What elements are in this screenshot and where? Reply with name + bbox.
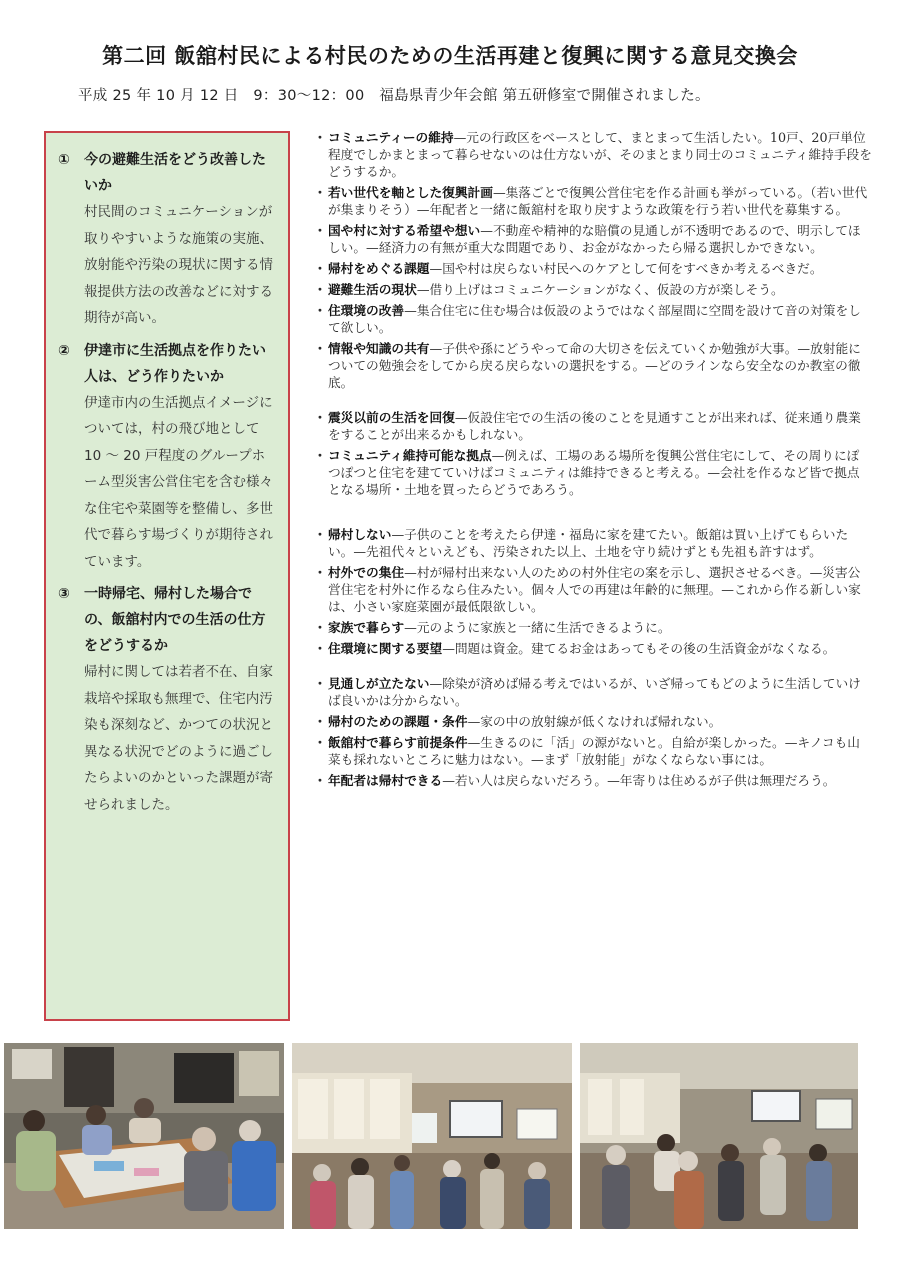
list-item: ・ 情報や知識の共有—子供や孫にどうやって命の大切さを伝えていくか勉強が大事。—放射能についての勉強会をしてから戻る戻らないの選択をする。—どのラインなら安全なのか教室の徹底。 [313,341,861,390]
section-body: 伊達市内の生活拠点イメージについては，村の飛び地として 10 ～ 20 戸程度のグループホーム型災害公営住宅を含む様々な住宅や菜園等を整備し、多世代で暮らす場づくりが期待されています。 [84,394,273,570]
list-item: ・ 村外での集住—村が帰村出来ない人のための村外住宅の案を示し、選択させるべき。—災害公営住宅を村外に作るなら住みたい。個々人での再建は年齢的に無理。—これから作る新しい家は、小さい家庭菜園が最低限欲しい。 [313,565,861,614]
list-item: ・ 飯舘村で暮らす前提条件—生きるのに「活」の源がないと。自給が楽しかった。—キノコも山菜も採れないところに魅力はない。—まず「放射能」がなくならない事には。 [313,735,860,767]
workshop-photo-table [4,1043,284,1229]
section-number: ② [58,342,70,359]
event-subtitle: 平成 25 年 10 月 12 日 9：30～12：00 福島県青少年会館 第五研修室で開催されました。 [78,88,710,104]
list-item: ・ 避難生活の現状—借り上げはコミュニケーションがなく、仮設の方が楽しそう。 [313,282,784,297]
section-body: 帰村に関しては若者不在、自家栽培や採取も無理で、住宅内汚染も深刻など、かつての状況と異なる状況でどのように過ごしたらよいのかといった課題が寄せられました。 [84,664,273,813]
list-item: ・ 帰村しない—子供のことを考えたら伊達・福島に家を建てたい。飯舘は買い上げてもらいたい。—先祖代々といえども、汚染された以上、土地を守り続けずとも先祖も許すはず。 [313,527,849,559]
workshop-photo-discussion [580,1043,858,1229]
list-item: ・ コミュニティ維持可能な拠点—例えば、工場のある場所を復興公営住宅にして、その周りにぽつぽつと住宅を建てていけばコミュニティは維持できると考える。—会社を作るなど皆で拠点となる場所・土地を買ったらどうであろう。 [313,448,860,497]
list-item: ・ 年配者は帰村できる—若い人は戻らないだろう。—年寄りは住めるが子供は無理だろう。 [313,773,836,788]
summary-box [44,131,290,1021]
list-item: ・ 住環境に関する要望—問題は資金。建てるお金はあってもその後の生活資金がなくなる。 [313,641,836,656]
summary-section-2 [58,338,278,576]
list-item: ・ 帰村のための課題・条件—家の中の放射線が低くなければ帰れない。 [313,714,722,729]
section-body: 村民間のコミュニケーションが取りやすいような施策の実施、放射能や汚染の現状に関する情報提供方法の改善などに対する期待が高い。 [84,204,273,326]
page-title: 第二回 飯舘村民による村民のための生活再建と復興に関する意見交換会 [102,44,798,68]
section-title: 今の避難生活をどう改善したいか [84,152,266,194]
list-item: ・ 家族で暮らす—元のように家族と一緒に生活できるように。 [313,620,671,635]
summary-section-3 [58,581,278,818]
opinions-list [312,129,872,793]
section-title: 伊達市に生活拠点を作りたい人は、どう作りたいか [84,342,266,385]
list-item: ・ 住環境の改善—集合住宅に住む場合は仮設のようではなく部屋間に空間を設けて音の対策をして欲しい。 [313,303,861,335]
list-item: ・ 見通しが立たない—除染が済めば帰る考えではいるが、いざ帰ってもどのように生活していけば良いかは分からない。 [313,676,861,708]
list-item: ・ 震災以前の生活を回復—仮設住宅での生活の後のことを見通すことが出来れば、従来通り農業をすることが出来るかもしれない。 [313,410,861,442]
list-item: ・ 若い世代を軸とした復興計画—集落ごとで復興公営住宅を作る計画も挙がっている。（若い世代が集まりそう）—年配者と一緒に飯舘村を取り戻すような政策を行う若い世代を募集する。 [313,185,868,217]
section-number: ① [58,152,70,168]
workshop-photo-room [292,1043,572,1229]
section-title: 一時帰宅、帰村した場合での、飯舘村内での生活の仕方をどうするか [84,586,266,654]
list-item: ・ コミュニティーの維持—元の行政区をベースとして、まとまって生活したい。10戸、20戸単位程度でしかまとまって暮らせないのは仕方ないが、そのまとまり同士のコミュニティ維持手段をどうするか。 [313,130,872,179]
list-item: ・ 帰村をめぐる課題—国や村は戻らない村民へのケアとして何をすべきか考えるべきだ。 [313,261,823,276]
list-item: ・ 国や村に対する希望や想い—不動産や精神的な賠償の見通しが不透明であるので、明示してほしい。—経済力の有無が重大な問題であり、お金がなかったら帰る選択しかできない。 [313,223,861,255]
section-number: ③ [58,586,70,602]
summary-section-1 [58,147,278,332]
